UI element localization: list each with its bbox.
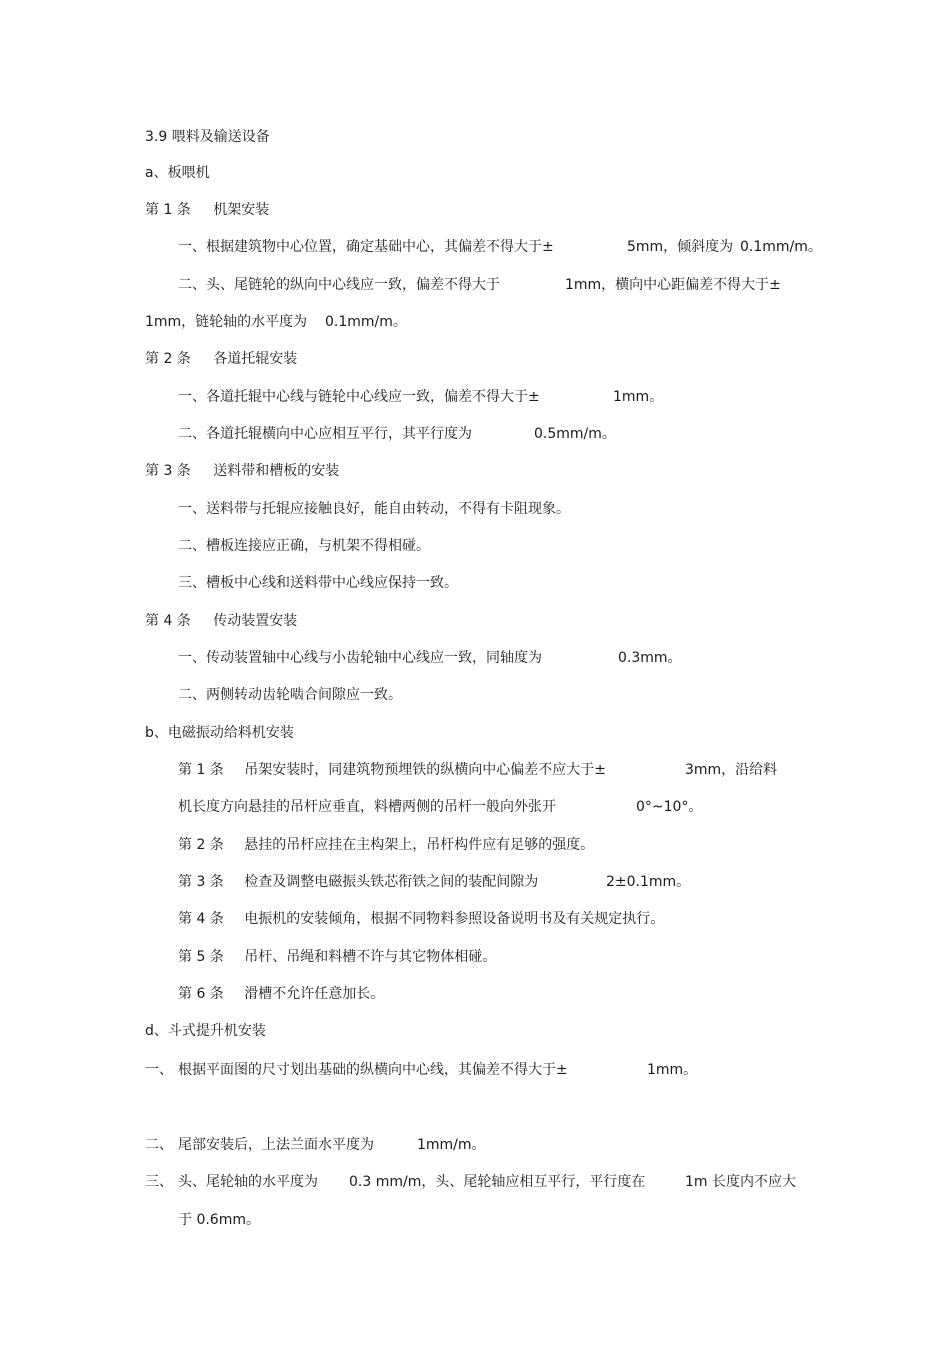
paragraph-text: 机长度方向悬挂的吊杆应垂直，料槽两侧的吊杆一般向外张开 <box>178 799 556 815</box>
clause-number: 第 4 条 <box>145 613 191 629</box>
paragraph-text: 滑槽不允许任意加长。 <box>244 986 385 1002</box>
paragraph-text: 一、各道托辊中心线与链轮中心线应一致，偏差不得大于± <box>178 389 540 405</box>
subsection-a-heading <box>145 163 210 183</box>
subsection-d-heading <box>145 1021 266 1041</box>
clause-number: 第 1 条 <box>178 762 224 778</box>
value-text: 2±0.1mm。 <box>606 874 691 890</box>
paragraph-text: 电振机的安装倾角，根据不同物料参照设备说明书及有关规定执行。 <box>244 911 665 927</box>
paragraph-a4-1 <box>178 648 682 668</box>
clause-title: 传动装置安装 <box>213 613 298 629</box>
value-text: 0.1mm/m。 <box>325 314 407 330</box>
item-number: 一、 <box>145 1062 173 1078</box>
paragraph-a3-3 <box>178 573 458 593</box>
clause-a1-heading <box>145 200 269 220</box>
paragraph-a2-1 <box>178 387 664 407</box>
clause-number: 第 2 条 <box>145 351 191 367</box>
paragraph-text: 二、槽板连接应正确，与机架不得相碰。 <box>178 538 430 554</box>
paragraph-b5 <box>178 947 496 967</box>
value-text: 1mm。 <box>613 389 664 405</box>
paragraph-text: 1mm，链轮轴的水平度为 <box>145 314 308 330</box>
paragraph-text: 头、尾轮轴的水平度为 <box>178 1174 318 1190</box>
paragraph-a1-2-cont <box>145 312 407 332</box>
value-text: 0.5mm/m。 <box>534 426 616 442</box>
paragraph-text: 悬挂的吊杆应挂在主构架上，吊杆构件应有足够的强度。 <box>244 837 595 853</box>
value-text: 0.3mm。 <box>618 650 682 666</box>
value-text: 1mm。 <box>647 1062 698 1078</box>
value-text: 0°~10°。 <box>636 799 703 815</box>
item-number: 二、 <box>145 1137 173 1153</box>
value-text: 1mm/m。 <box>417 1137 486 1153</box>
clause-a4-heading <box>145 611 297 631</box>
paragraph-a4-2 <box>178 685 402 705</box>
section-title <box>145 127 270 147</box>
paragraph-b3 <box>178 872 691 892</box>
paragraph-a1-1 <box>178 237 822 257</box>
clause-number: 第 6 条 <box>178 986 224 1002</box>
subsection-d-text: d、斗式提升机安装 <box>145 1023 266 1039</box>
value-text: 0.3 mm/m，头、尾轮轴应相互平行，平行度在 <box>349 1174 646 1190</box>
section-title-text: 3.9 喂料及输送设备 <box>145 129 270 145</box>
paragraph-a2-2 <box>178 424 616 444</box>
value-text: 1m 长度内不应大 <box>685 1174 796 1190</box>
paragraph-text: 一、根据建筑物中心位置，确定基础中心，其偏差不得大于± <box>178 239 554 255</box>
paragraph-a3-2 <box>178 536 430 556</box>
clause-title: 送料带和槽板的安装 <box>213 463 340 479</box>
paragraph-text: 吊架安装时，同建筑物预埋铁的纵横向中心偏差不应大于± <box>244 762 606 778</box>
paragraph-b6 <box>178 984 384 1004</box>
paragraph-b2 <box>178 835 594 855</box>
clause-number: 第 1 条 <box>145 202 191 218</box>
paragraph-text: 于 0.6mm。 <box>178 1212 260 1228</box>
paragraph-text: 一、送料带与托辊应接触良好，能自由转动，不得有卡阻现象。 <box>178 501 570 517</box>
paragraph-a1-2 <box>178 275 781 295</box>
paragraph-d3-cont <box>178 1210 260 1230</box>
paragraph-text: 二、两侧转动齿轮啮合间隙应一致。 <box>178 687 402 703</box>
clause-number: 第 5 条 <box>178 949 224 965</box>
value-text: 0.1mm/m。 <box>740 239 822 255</box>
item-number: 三、 <box>145 1174 173 1190</box>
paragraph-b1-cont <box>178 797 703 817</box>
paragraph-text: 二、头、尾链轮的纵向中心线应一致，偏差不得大于 <box>178 277 500 293</box>
paragraph-text: 二、各道托辊横向中心应相互平行，其平行度为 <box>178 426 472 442</box>
clause-number: 第 3 条 <box>145 463 191 479</box>
subsection-b-text: b、电磁振动给料机安装 <box>145 725 294 741</box>
paragraph-d2 <box>145 1135 486 1155</box>
paragraph-d3 <box>145 1172 796 1192</box>
clause-a2-heading <box>145 349 297 369</box>
clause-title: 机架安装 <box>213 202 270 218</box>
clause-number: 第 4 条 <box>178 911 224 927</box>
clause-title: 各道托辊安装 <box>213 351 298 367</box>
value-text: 3mm，沿给料 <box>685 762 778 778</box>
clause-number: 第 3 条 <box>178 874 224 890</box>
paragraph-text: 一、传动装置轴中心线与小齿轮轴中心线应一致，同轴度为 <box>178 650 542 666</box>
paragraph-text: 检查及调整电磁振头铁芯衔铁之间的装配间隙为 <box>244 874 539 890</box>
paragraph-text: 吊杆、吊绳和料槽不许与其它物体相碰。 <box>244 949 497 965</box>
subsection-a-text: a、板喂机 <box>145 165 210 181</box>
paragraph-text: 尾部安装后，上法兰面水平度为 <box>178 1137 374 1153</box>
paragraph-d1 <box>145 1060 698 1080</box>
clause-a3-heading <box>145 461 339 481</box>
paragraph-b4 <box>178 909 664 929</box>
subsection-b-heading <box>145 723 294 743</box>
clause-number: 第 2 条 <box>178 837 224 853</box>
paragraph-text: 根据平面图的尺寸划出基础的纵横向中心线，其偏差不得大于± <box>178 1062 568 1078</box>
paragraph-b1 <box>178 760 778 780</box>
value-text: 1mm，横向中心距偏差不得大于± <box>565 277 781 293</box>
paragraph-a3-1 <box>178 499 570 519</box>
paragraph-text: 三、槽板中心线和送料带中心线应保持一致。 <box>178 575 458 591</box>
value-text: 5mm，倾斜度为 <box>627 239 734 255</box>
